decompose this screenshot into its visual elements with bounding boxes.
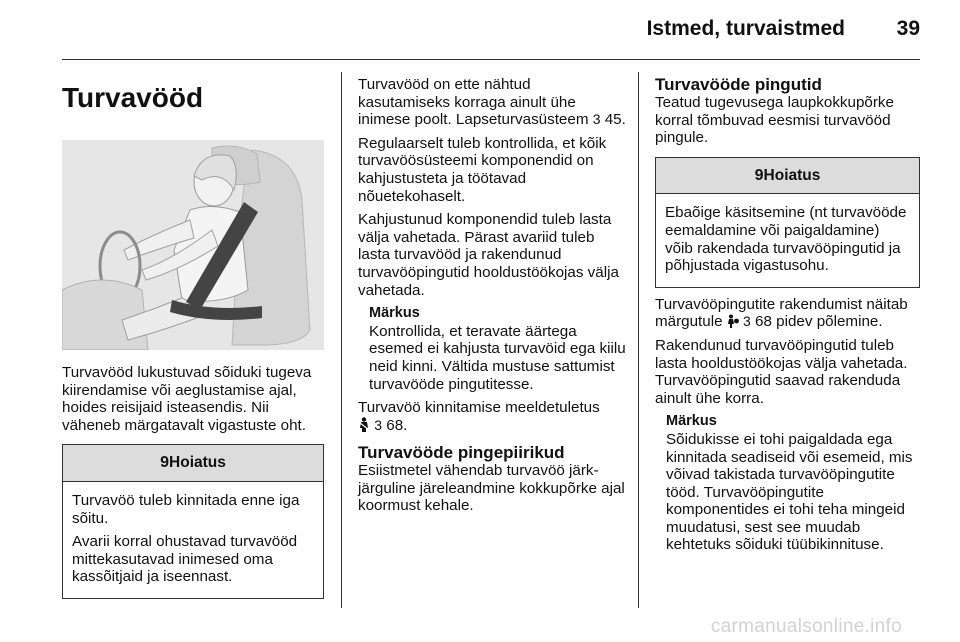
section-title: Turvavööd <box>62 82 204 113</box>
paragraph <box>358 76 626 129</box>
warning-header <box>63 445 323 482</box>
seatbelt-driver-illustration <box>62 140 324 350</box>
paragraph: Teatud tugevusega laupkokkupõrke korral tõmbuvad eesmisi turvavööd pingule. <box>655 94 894 147</box>
intro-paragraph: Turvavööd lukustuvad sõiduki tugeva kiirendamise või aeglustamise ajal, hoides reisijaid isteasendis. Nii väheneb märgatavalt vigastuste oht. <box>62 364 312 434</box>
warning-icon: 9 <box>160 454 170 472</box>
paragraph: Rakendunud turvavööpingutid tuleb lasta hooldustöökojas välja vahetada. Turvavööpingutid saavad rakenduda ainult ühe korra. <box>655 336 908 407</box>
seatbelt-reminder-icon <box>358 417 370 432</box>
paragraph <box>358 399 626 434</box>
page-ref-icon: 3 <box>592 111 601 128</box>
watermark-text: carmanualsonline.info <box>710 616 902 637</box>
page-ref-icon: 3 <box>374 416 383 433</box>
page-number: 39 <box>896 17 920 40</box>
paragraph-text: põlemine. <box>816 313 883 331</box>
note-text: Sõidukisse ei tohi paigaldada ega kinnitada seadiseid või esemeid, mis võivad takistada turvavööpingutite tööd. Turvavööpingutite komponentides ei tohi teha mingeid muudatusi, sest see muudab kehtetuks sõiduki tüübikinnituse. <box>666 430 913 554</box>
warning-body <box>63 482 323 598</box>
warning-text: Ebaõige käsitsemine (nt turvavööde eemaldamine või paigaldamine) võib rakendada turvavööpingutid ja põhjustada vigastusohu. <box>665 204 907 275</box>
paragraph <box>655 296 920 331</box>
header-title: Istmed, turvaistmed <box>646 17 845 40</box>
paragraph-text: Turvavööpingutite rakendumist näitab märgutule <box>655 295 908 331</box>
warning-title: Hoiatus <box>169 454 226 472</box>
warning-body <box>656 194 919 286</box>
warning-text: Avarii korral ohustavad turvavööd mittekasutavad inimesed oma kassõitjaid ja iseennast. <box>72 533 298 586</box>
header-divider <box>62 59 920 60</box>
note-title: Märkus <box>369 305 420 322</box>
page-ref[interactable]: 68 pidev <box>755 313 813 331</box>
page-ref[interactable]: 68. <box>386 416 408 434</box>
warning-box <box>655 157 920 288</box>
column-1 <box>62 72 324 607</box>
column-divider-2 <box>638 72 639 608</box>
subsection-title: Turvavööde pingutid <box>655 75 822 94</box>
warning-box <box>62 444 324 599</box>
note-box <box>655 413 920 554</box>
note-title: Märkus <box>666 413 717 430</box>
warning-icon: 9 <box>754 166 764 184</box>
subsection-title: Turvavööde pingepiirikud <box>358 443 565 463</box>
page-header <box>0 0 960 60</box>
airbag-warning-icon <box>727 314 739 328</box>
paragraph: Esiistmetel vähendab turvavöö järk-järguline järeleandmine kokkupõrke ajal koormust kehale. <box>358 462 625 515</box>
note-box <box>358 305 626 393</box>
paragraph-text: Turvavööd on ette nähtud kasutamiseks korraga ainult ühe inimese poolt. Lapseturvasüsteem <box>358 76 589 129</box>
paragraph: Regulaarselt tuleb kontrollida, et kõik turvavöösüsteemi komponendid on kahjustusteta ja töötavad nõuetekohaselt. <box>358 134 607 205</box>
warning-text: Turvavöö tuleb kinnitada enne iga sõitu. <box>72 491 300 527</box>
warning-header <box>656 158 919 195</box>
page-ref[interactable]: 45. <box>604 111 626 129</box>
warning-title: Hoiatus <box>763 166 821 184</box>
note-text: Kontrollida, et teravate äärtega esemed ei kahjusta turvavöid ega kiilu neid kinni. Vältida mustuse sattumist turvavööde pingutitesse. <box>369 322 626 393</box>
paragraph-text: Turvavöö kinnitamise meeldetuletus <box>358 399 600 417</box>
column-2 <box>358 76 626 521</box>
paragraph: Kahjustunud komponendid tuleb lasta välja vahetada. Pärast avariid tuleb lasta turvavööd ja rakendunud turvavööpingutid hooldustöökojas välja vahetada. <box>358 211 619 299</box>
column-divider-1 <box>341 72 342 608</box>
column-3 <box>655 76 920 560</box>
page-ref-icon: 3 <box>743 313 751 330</box>
